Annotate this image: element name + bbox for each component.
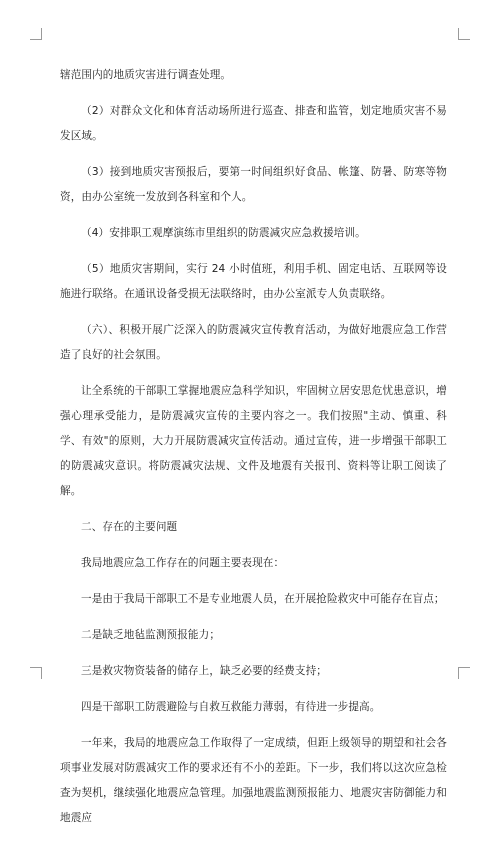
paragraph: （六）、积极开展广泛深入的防震减灾宣传教育活动，为做好地震应急工作营造了良好的社会氛围。 xyxy=(60,324,447,361)
paragraph: 让全系统的干部职工掌握地震应急科学知识，牢固树立居安思危忧患意识，增强心理承受能力，是防震减灾宣传的主要内容之一。我们按照"主动、慎重、科学、有效"的原则，大力开展防震减灾宣传活动。通过宣传，进一步增强干部职工的防震减灾意识。将防震减灾法规、文件及地震有关报刊、资料等让职工阅读了解。 xyxy=(60,385,447,497)
crop-mark-bottom-left xyxy=(30,667,42,679)
list-item: 一是由于我局干部职工不是专业地震人员，在开展抢险救灾中可能存在盲点； xyxy=(81,593,445,605)
paragraph: （3）接到地质灾害预报后，要第一时间组织好食品、帐篷、防暑、防寒等物资，由办公室统一发放到各科室和个人。 xyxy=(60,166,447,203)
list-item: 三是救灾物资装备的储存上，缺乏必要的经费支持； xyxy=(81,665,327,677)
crop-mark-bottom-right xyxy=(458,667,470,679)
crop-mark-top-right xyxy=(458,28,470,40)
paragraph: （2）对群众文化和体育活动场所进行巡查、排查和监管，划定地质灾害不易发区域。 xyxy=(60,105,447,142)
paragraph: （4）安排职工观摩演练市里组织的防震减灾应急救援培训。 xyxy=(81,227,366,239)
paragraph: 一年来，我局的地震应急工作取得了一定成绩，但距上级领导的期望和社会各项事业发展对防震减灾工作的要求还有不小的差距。下一步，我们将以这次应急检查为契机，继续强化地震应急管理。加强地震监测预报能力、地震灾害防御能力和地震应 xyxy=(60,737,447,824)
list-item: 四是干部职工防震避险与自救互救能力薄弱，有待进一步提高。 xyxy=(81,701,381,713)
section-heading: 二、存在的主要问题 xyxy=(81,521,178,533)
document-body xyxy=(60,63,447,842)
list-item: 二是缺乏地毡监测预报能力； xyxy=(81,629,221,641)
paragraph: 我局地震应急工作存在的问题主要表现在： xyxy=(81,557,285,569)
paragraph: （5）地质灾害期间，实行 24 小时值班，利用手机、固定电话、互联网等设施进行联络。在通讯设备受损无法联络时，由办公室派专人负责联络。 xyxy=(60,263,447,300)
crop-mark-top-left xyxy=(30,28,42,40)
paragraph: 辖范围内的地质灾害进行调查处理。 xyxy=(60,69,232,81)
